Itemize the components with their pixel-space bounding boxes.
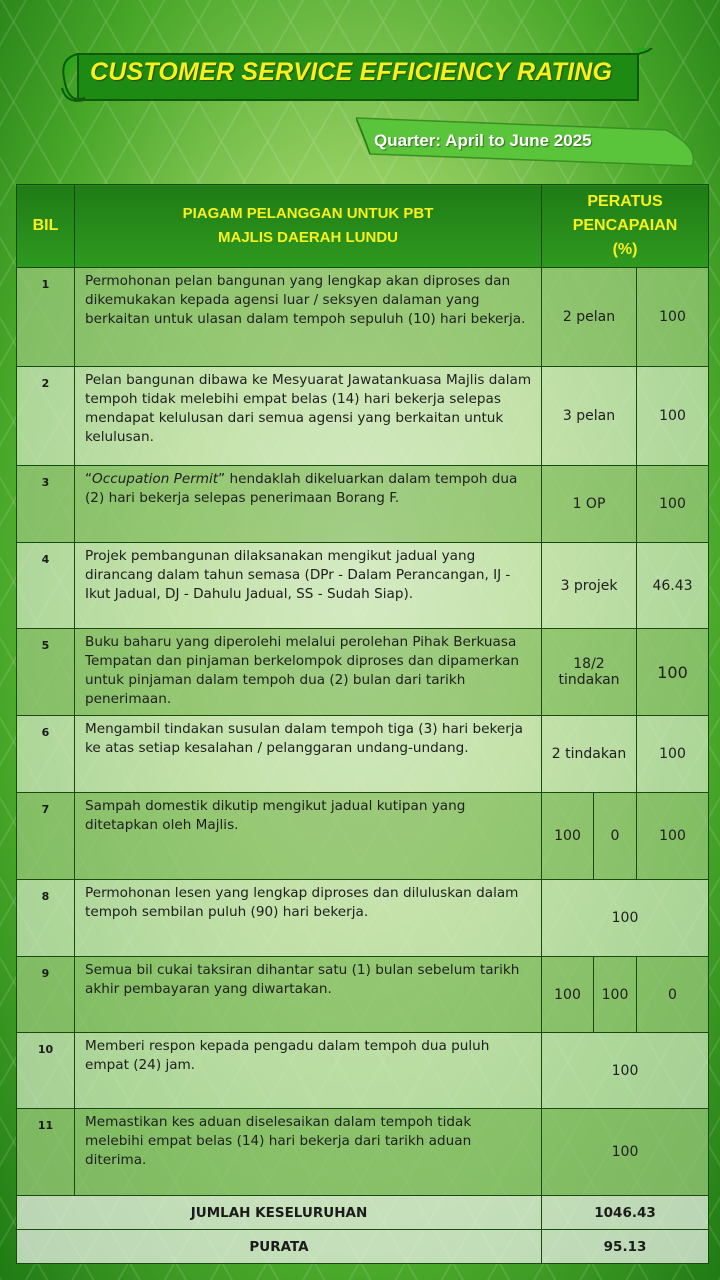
row-description: Projek pembangunan dilaksanakan mengikut jadual yang dirancang dalam tahun semasa (DPr - Dalam Perancangan, IJ - Ikut Jadual, DJ - Dahulu Jadual, SS - Sudah Siap). [75, 543, 542, 629]
row-number: 1 [17, 268, 75, 367]
row-percent: 100 [542, 1033, 709, 1109]
row-number: 7 [17, 793, 75, 880]
row-count: 18/2 tindakan [542, 629, 637, 716]
row-description: Buku baharu yang diperolehi melalui perolehan Pihak Berkuasa Tempatan dan pinjaman berkelompok diproses dan dipamerkan untuk pinjaman dalam tempoh dua (2) bulan dari tarikh penerimaan. [75, 629, 542, 716]
table-row [17, 880, 709, 957]
row-number: 2 [17, 367, 75, 466]
average-label: PURATA [17, 1230, 542, 1264]
row-description: Mengambil tindakan susulan dalam tempoh tiga (3) hari bekerja ke atas setiap kesalahan / pelanggaran undang-undang. [75, 716, 542, 793]
row-description [75, 466, 542, 543]
row-percent: 100 [637, 629, 709, 716]
row-description: Sampah domestik dikutip mengikut jadual kutipan yang ditetapkan oleh Majlis. [75, 793, 542, 880]
row-number: 5 [17, 629, 75, 716]
row-value-1: 100 [542, 793, 594, 880]
row-value-3: 100 [637, 793, 709, 880]
row-number: 8 [17, 880, 75, 957]
row-value-3: 0 [637, 957, 709, 1033]
header-peratus-line3: (%) [612, 241, 638, 258]
header-peratus [542, 185, 709, 268]
row-count: 3 projek [542, 543, 637, 629]
row-description: Memberi respon kepada pengadu dalam tempoh dua puluh empat (24) jam. [75, 1033, 542, 1109]
row-description: Semua bil cukai taksiran dihantar satu (1) bulan sebelum tarikh akhir pembayaran yang diwartakan. [75, 957, 542, 1033]
header-peratus-line1: PERATUS [587, 193, 663, 210]
quote-open: “ [85, 471, 93, 487]
row-percent: 100 [637, 716, 709, 793]
row-number: 3 [17, 466, 75, 543]
total-label: JUMLAH KESELURUHAN [17, 1196, 542, 1230]
total-value: 1046.43 [542, 1196, 709, 1230]
row-count: 3 pelan [542, 367, 637, 466]
row-percent: 100 [637, 367, 709, 466]
quarter-label: Quarter: April to June 2025 [374, 131, 592, 150]
row-description: Pelan bangunan dibawa ke Mesyuarat Jawatankuasa Majlis dalam tempoh tidak melebihi empat belas (14) hari bekerja selepas mendapat kelulusan dari semua agensi yang berkaitan untuk kelulusan. [75, 367, 542, 466]
table-row [17, 466, 709, 543]
row-count: 2 tindakan [542, 716, 637, 793]
header-bil: BIL [17, 185, 75, 268]
row-value-2: 100 [594, 957, 637, 1033]
row-value-1: 100 [542, 957, 594, 1033]
row-percent: 46.43 [637, 543, 709, 629]
row-value-2: 0 [594, 793, 637, 880]
average-value: 95.13 [542, 1230, 709, 1264]
total-row [17, 1196, 709, 1230]
page-title: CUSTOMER SERVICE EFFICIENCY RATING [90, 58, 613, 86]
header-piagam-line2: MAJLIS DAERAH LUNDU [218, 229, 398, 246]
table-row [17, 367, 709, 466]
occupation-permit-term: Occupation Permit [92, 471, 219, 487]
row-percent: 100 [542, 880, 709, 957]
header-peratus-line2: PENCAPAIAN [572, 217, 678, 234]
table-row [17, 1109, 709, 1196]
table-row [17, 957, 709, 1033]
row-percent: 100 [637, 466, 709, 543]
row-percent: 100 [542, 1109, 709, 1196]
row-count: 1 OP [542, 466, 637, 543]
table-row [17, 716, 709, 793]
row-number: 10 [17, 1033, 75, 1109]
table-header-row [17, 185, 709, 268]
table-row [17, 1033, 709, 1109]
row-number: 6 [17, 716, 75, 793]
header-piagam-line1: PIAGAM PELANGGAN UNTUK PBT [182, 205, 434, 222]
header-piagam [75, 185, 542, 268]
row-count: 2 pelan [542, 268, 637, 367]
table-row [17, 268, 709, 367]
row-description: Memastikan kes aduan diselesaikan dalam tempoh tidak melebihi empat belas (14) hari bekerja dari tarikh aduan diterima. [75, 1109, 542, 1196]
table-row [17, 629, 709, 716]
row-description: Permohonan pelan bangunan yang lengkap akan diproses dan dikemukakan kepada agensi luar / seksyen dalaman yang berkaitan untuk ulasan dalam tempoh sepuluh (10) hari bekerja. [75, 268, 542, 367]
rating-table [16, 184, 709, 1264]
row-description: Permohonan lesen yang lengkap diproses dan diluluskan dalam tempoh sembilan puluh (90) hari bekerja. [75, 880, 542, 957]
row-percent: 100 [637, 268, 709, 367]
table-row [17, 793, 709, 880]
average-row [17, 1230, 709, 1264]
row-number: 4 [17, 543, 75, 629]
row-number: 11 [17, 1109, 75, 1196]
row-number: 9 [17, 957, 75, 1033]
table-row [17, 543, 709, 629]
row-description-rest: ” hendaklah dikeluarkan dalam tempoh dua (2) hari bekerja selepas penerimaan Borang F. [85, 471, 518, 506]
